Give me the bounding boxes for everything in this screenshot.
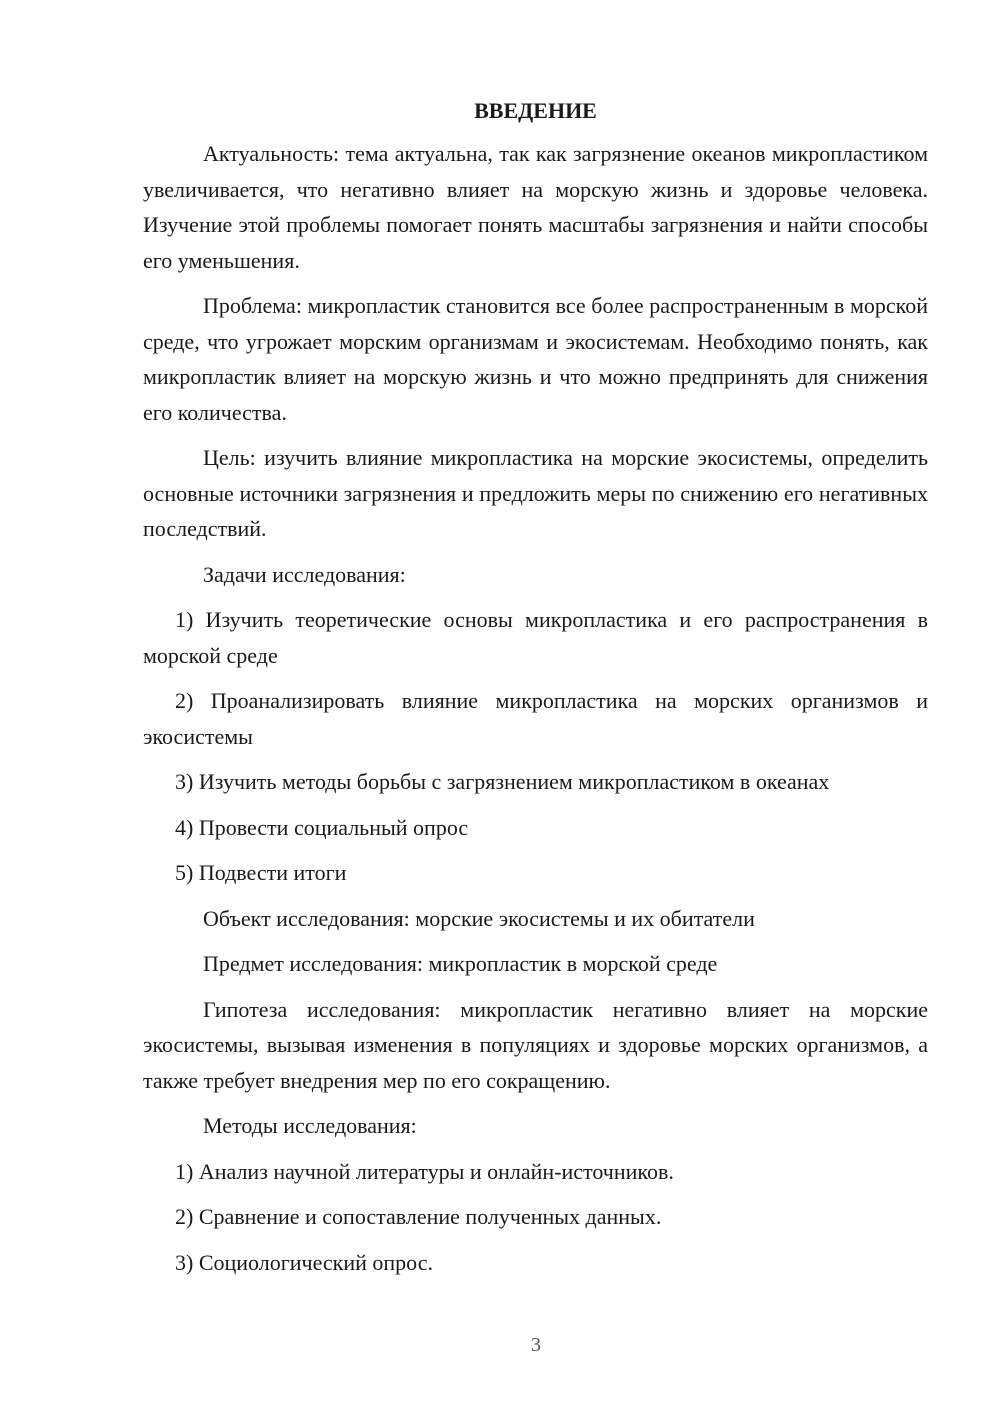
method-item-2: 2) Сравнение и сопоставление полученных данных. — [175, 1204, 662, 1229]
task-item-1: 1) Изучить теоретические основы микропластика и его распространения в морской среде — [143, 607, 928, 668]
tasks-title: Задачи исследования: — [203, 561, 406, 587]
task-item-2: 2) Проанализировать влияние микропластика на морских организмов и экосистемы — [143, 688, 928, 749]
subject-paragraph: Предмет исследования: микропластик в морской среде — [203, 951, 718, 976]
goal-paragraph: Цель: изучить влияние микропластика на морские экосистемы, определить основные источники загрязнения и предложить меры по снижению его негативных последствий. — [143, 445, 928, 541]
page-content — [143, 96, 928, 1290]
method-item-1: 1) Анализ научной литературы и онлайн-источников. — [175, 1158, 674, 1184]
problem-paragraph: Проблема: микропластик становится все более распространенным в морской среде, что угрожает морским организмам и экосистемам. Необходимо понять, как микропластик влияет на морскую жизнь и что можно предпринять для снижения его количества. — [143, 293, 928, 425]
task-item-4: 4) Провести социальный опрос — [175, 814, 469, 840]
task-item-5: 5) Подвести итоги — [175, 860, 347, 885]
page-number: 3 — [531, 1334, 541, 1356]
hypothesis-paragraph: Гипотеза исследования: микропластик негативно влияет на морские экосистемы, вызывая изменения в популяциях и здоровье морских организмов, а также требует внедрения мер по его сокращению. — [143, 996, 928, 1093]
object-paragraph: Объект исследования: морские экосистемы и их обитатели — [203, 905, 755, 931]
methods-title: Методы исследования: — [203, 1113, 417, 1138]
method-item-3: 3) Социологический опрос. — [175, 1249, 433, 1275]
relevance-paragraph: Актуальность: тема актуальна, так как загрязнение океанов микропластиком увеличивается, что негативно влияет на морскую жизнь и здоровье человека. Изучение этой проблемы помогает понять масштабы загрязнения и найти способы его уменьшения. — [143, 141, 928, 273]
task-item-3: 3) Изучить методы борьбы с загрязнением микропластиком в океанах — [175, 769, 830, 794]
section-heading: ВВЕДЕНИЕ — [474, 98, 597, 123]
